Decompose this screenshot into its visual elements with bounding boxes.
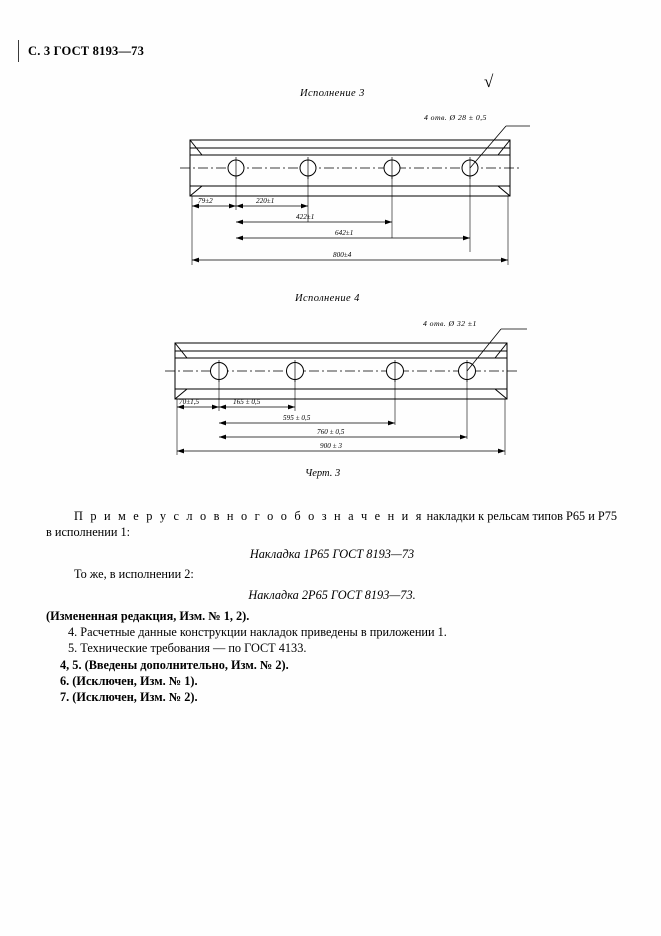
standard-number: ГОСТ 8193—73 [53,44,145,58]
item-7-note: 7. (Исключен, Изм. № 2). [60,690,198,705]
item-6-note: 6. (Исключен, Изм. № 1). [60,674,198,689]
figure-1-dim-3: 422±1 [296,213,315,221]
example-intro-rest: накладки к рельсам типов Р65 и Р75 в исполнении 1: [46,509,618,540]
figure-caption: Черт. 3 [305,468,341,479]
figure-1-svg [170,100,530,280]
revision-note: (Измененная редакция, Изм. № 1, 2). [46,608,250,623]
roughness-mark: √ [484,72,494,91]
figure-2-dim-2: 165 ± 0,5 [233,398,261,406]
page-number: С. 3 [28,44,51,58]
designation-2: Накладка 2Р65 ГОСТ 8193—73. [248,588,416,603]
designation-1: Накладка 1Р65 ГОСТ 8193—73 [249,546,415,561]
left-margin-rule [18,40,19,62]
example-intro-spaced: П р и м е р у с л о в н о г о о б о з н а ч е н и я [74,509,424,523]
figure-2-title: Исполнение 4 [295,293,360,304]
item-4-5-note: 4, 5. (Введены дополнительно, Изм. № 2). [60,657,289,672]
figure-2-svg [155,305,530,470]
figure-1-drawing [170,100,530,280]
figure-2-dim-1: 70±1,5 [179,398,200,406]
figure-2-dim-4: 760 ± 0,5 [317,428,345,436]
figure-2-hole-note: 4 отв. Ø 32 ±1 [423,319,477,328]
figure-1-hole-note: 4 отв. Ø 28 ± 0,5 [424,113,487,122]
figure-1-dim-5: 800±4 [333,251,352,259]
figure-2-dim-5: 900 ± 3 [320,442,342,450]
same-line: То же, в исполнении 2: [74,567,194,582]
figure-2-dim-3: 595 ± 0,5 [283,414,311,422]
figure-1-dim-1: 79±2 [198,197,213,205]
figure-2-drawing [155,305,530,470]
item-5: 5. Технические требования — по ГОСТ 4133. [68,641,307,656]
page-header [28,44,144,59]
figure-1-dim-2: 220±1 [256,197,275,205]
example-intro-paragraph [46,508,618,541]
item-4: 4. Расчетные данные конструкции накладок приведены в приложении 1. [68,625,447,640]
figure-1-dim-4: 642±1 [335,229,354,237]
body-text [46,508,618,706]
figure-1-title: Исполнение 3 [300,88,365,99]
